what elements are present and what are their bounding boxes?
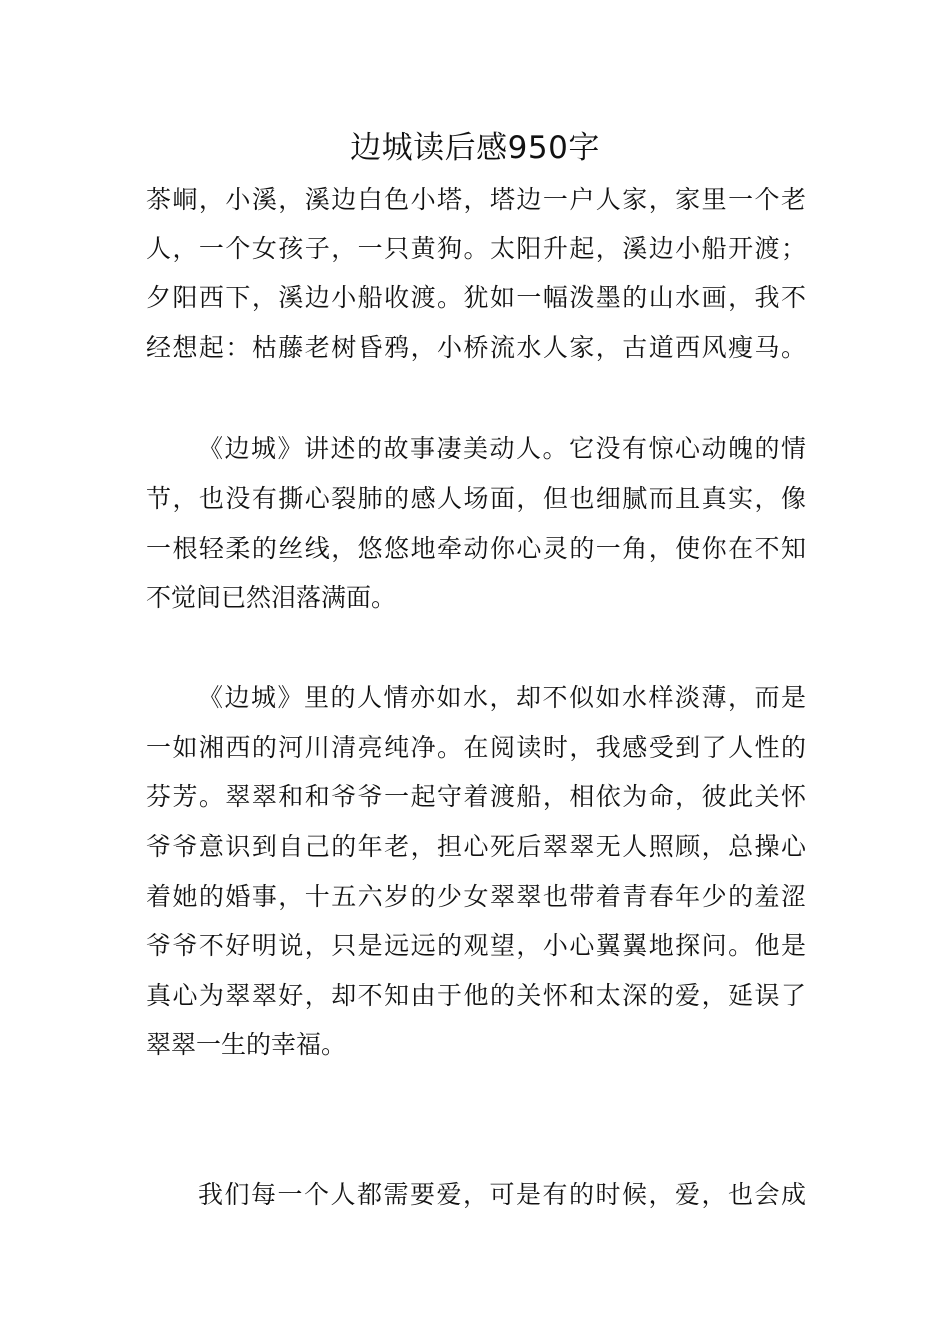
document-title: 边城读后感950字 (350, 130, 600, 166)
paragraph-line: 翠翠一生的幸福。 (146, 1030, 347, 1059)
paragraph-line: 人，一个女孩子，一只黄狗。太阳升起，溪边小船开渡； (146, 234, 806, 263)
paragraph-line: 一如湘西的河川清亮纯净。在阅读时，我感受到了人性的 (146, 733, 806, 762)
paragraph-line: 经想起：枯藤老树昏鸦，小桥流水人家，古道西风瘦马。 (146, 333, 806, 362)
paragraph-line: 不觉间已然泪落满面。 (146, 583, 397, 612)
paragraph-line: 真心为翠翠好，却不知由于他的关怀和太深的爱，延误了 (146, 981, 806, 1010)
paragraph-line: 茶峒，小溪，溪边白色小塔，塔边一户人家，家里一个老 (146, 185, 806, 214)
paragraph-line: 节，也没有撕心裂肺的感人场面，但也细腻而且真实，像 (146, 484, 806, 513)
paragraph-line: 《边城》里的人情亦如水，却不似如水样淡薄，而是 (198, 683, 806, 712)
paragraph-line: 爷爷不好明说，只是远远的观望，小心翼翼地探问。他是 (146, 931, 806, 960)
paragraph-line: 我们每一个人都需要爱，可是有的时候，爱，也会成 (198, 1180, 806, 1209)
paragraph-line: 夕阳西下，溪边小船收渡。犹如一幅泼墨的山水画，我不 (146, 283, 806, 312)
paragraph-line: 爷爷意识到自己的年老，担心死后翠翠无人照顾，总操心 (146, 832, 806, 861)
paragraph-line: 芬芳。翠翠和和爷爷一起守着渡船，相依为命，彼此关怀 (146, 782, 806, 811)
paragraph-line: 着她的婚事，十五六岁的少女翠翠也带着青春年少的羞涩 (146, 882, 806, 911)
paragraph-line: 《边城》讲述的故事凄美动人。它没有惊心动魄的情 (198, 434, 806, 463)
paragraph-line: 一根轻柔的丝线，悠悠地牵动你心灵的一角，使你在不知 (146, 534, 806, 563)
